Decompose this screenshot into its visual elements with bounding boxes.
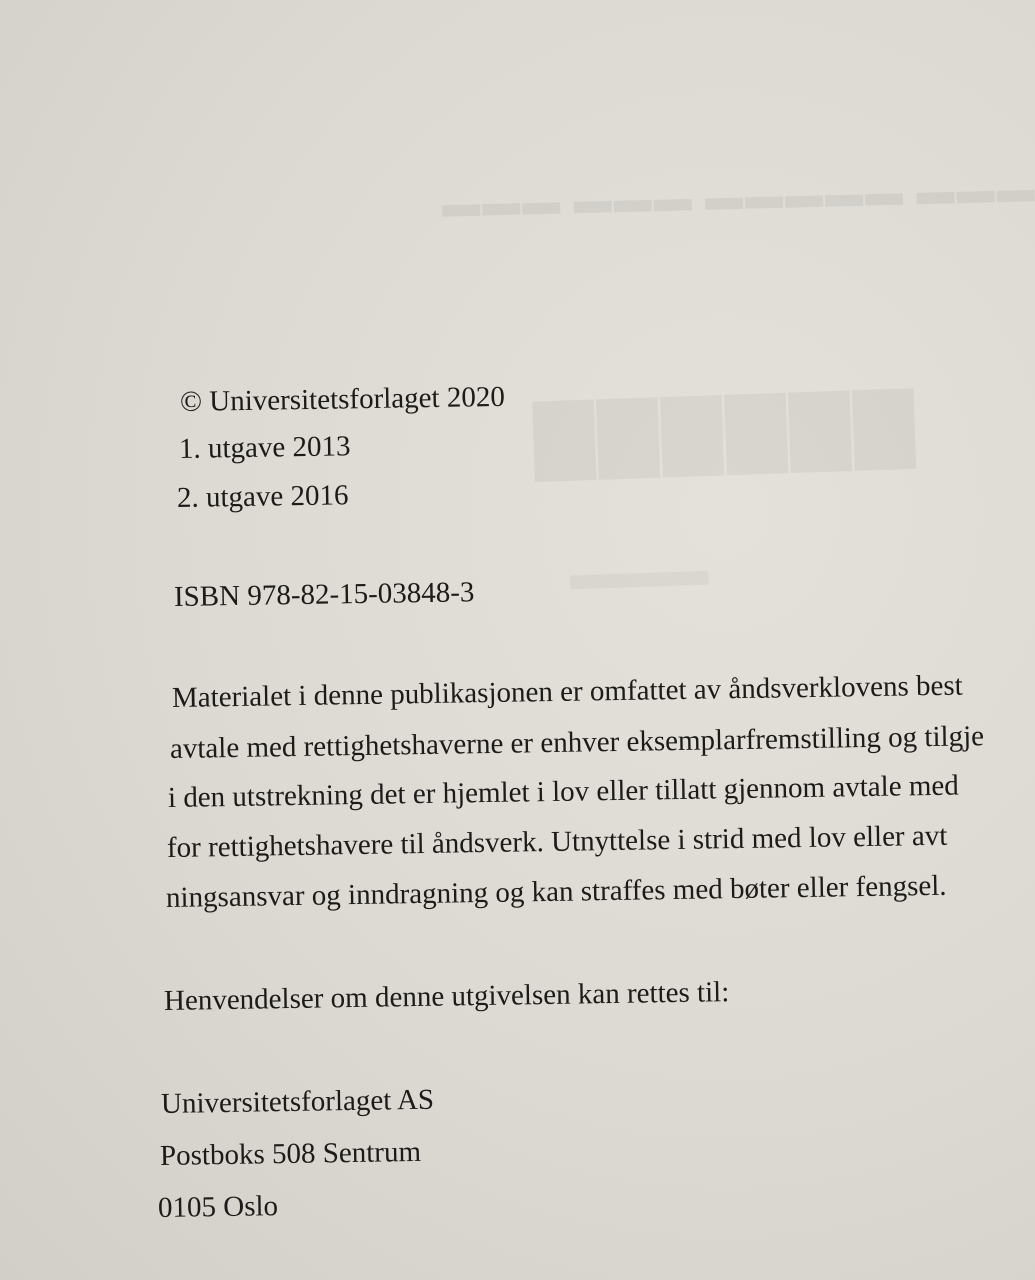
legal-text-line-2: avtale med rettighetshaverne er enhver eksemplarfremstilling og tilgje	[169, 720, 985, 765]
legal-text-line-3: i den utstrekning det er hjemlet i lov eller tillatt gjennom avtale med	[167, 769, 959, 814]
address-postbox: Postboks 508 Sentrum	[159, 1135, 422, 1172]
bleed-through-shadow: ▬▬▬ ▬▬▬▬▬ ▬▬▬ ▬▬▬	[439, 168, 1035, 226]
bleed-through-shadow-small	[569, 543, 709, 601]
legal-text-line-5: ningsansvar og inndragning og kan straffes med bøter eller fengsel.	[165, 869, 947, 914]
first-edition-line: 1. utgave 2013	[178, 430, 351, 465]
isbn-line: ISBN 978-82-15-03848-3	[173, 576, 475, 613]
address-publisher: Universitetsforlaget AS	[160, 1083, 435, 1120]
inquiry-line: Henvendelser om denne utgivelsen kan rettes til:	[163, 976, 730, 1017]
bleed-through-shadow-title: ▇▇▇▇▇▇	[528, 379, 916, 480]
legal-text-line-4: for rettighetshavere til åndsverk. Utnyttelse i strid med lov eller avt	[166, 819, 948, 864]
copyright-line: © Universitetsforlaget 2020	[179, 380, 506, 418]
second-edition-line: 2. utgave 2016	[176, 479, 349, 514]
legal-text-line-1: Materialet i denne publikasjonen er omfattet av åndsverklovens best	[171, 669, 963, 714]
address-city: 0105 Oslo	[157, 1190, 279, 1224]
